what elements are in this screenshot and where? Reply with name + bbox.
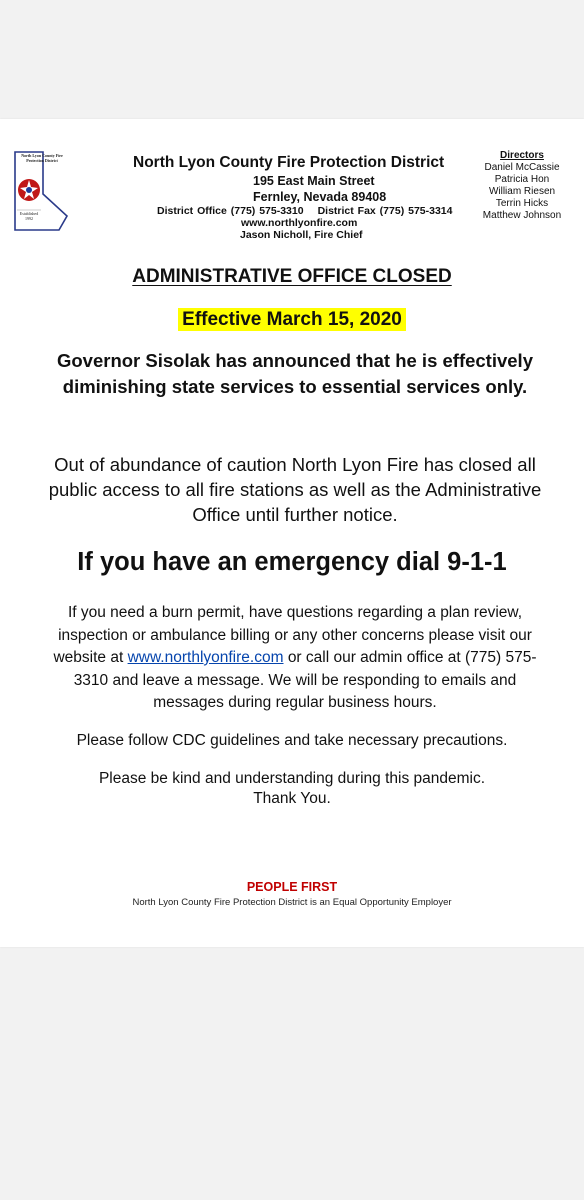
governor-announcement: Governor Sisolak has announced that he is effectively diminishing state services to essential services only. <box>56 350 533 397</box>
website-link[interactable]: www.northlyonfire.com <box>127 649 284 666</box>
notice-title: ADMINISTRATIVE OFFICE CLOSED <box>132 266 452 287</box>
cdc-guidelines: Please follow CDC guidelines and take necessary precautions. <box>76 732 508 749</box>
fire-chief: Jason Nicholl, Fire Chief <box>240 229 363 241</box>
contact-phones <box>157 205 452 217</box>
letter-page <box>0 119 584 947</box>
director-name: William Riesen <box>488 186 556 197</box>
fax-number: District Fax (775) 575-3314 <box>317 205 453 217</box>
badge-top-text: North Lyon County Fire Protection District <box>21 153 63 163</box>
address-line-2: Fernley, Nevada 89408 <box>253 190 387 204</box>
closure-statement: Out of abundance of caution North Lyon Fire has closed all public access to all fire stations as well as the Administrative Office until further notice. <box>48 454 542 525</box>
director-name: Matthew Johnson <box>482 210 562 221</box>
director-name: Patricia Hon <box>494 174 550 185</box>
closing-message <box>0 769 584 809</box>
header-website: www.northlyonfire.com <box>241 217 358 229</box>
equal-opportunity-statement: North Lyon County Fire Protection District is an Equal Opportunity Employer <box>132 897 452 908</box>
directors-list <box>470 150 574 222</box>
kindness-line: Please be kind and understanding during this pandemic. <box>98 770 486 787</box>
emergency-notice: If you have an emergency dial 9-1-1 <box>77 548 507 576</box>
thank-you: Thank You. <box>253 790 331 807</box>
district-name: North Lyon County Fire Protection District <box>133 154 445 171</box>
directors-heading: Directors <box>500 150 544 161</box>
director-name: Daniel McCassie <box>484 162 560 173</box>
director-name: Terrin Hicks <box>495 198 549 209</box>
office-phone: District Office (775) 575-3310 <box>157 205 304 217</box>
address-line-1: 195 East Main Street <box>253 174 375 188</box>
effective-date: Effective March 15, 2020 <box>0 309 584 331</box>
people-first: PEOPLE FIRST <box>246 880 338 894</box>
contact-paragraph: If you need a burn permit, have questions regarding a plan review, inspection or ambulance billing or any other concerns please visit our website at www.northlyonfire.com or call our admin office at (775) 575-3310 and leave a message. We will be responding to emails and messages during regular business hours. <box>53 604 537 711</box>
badge-established: Established 1992 <box>19 211 39 221</box>
